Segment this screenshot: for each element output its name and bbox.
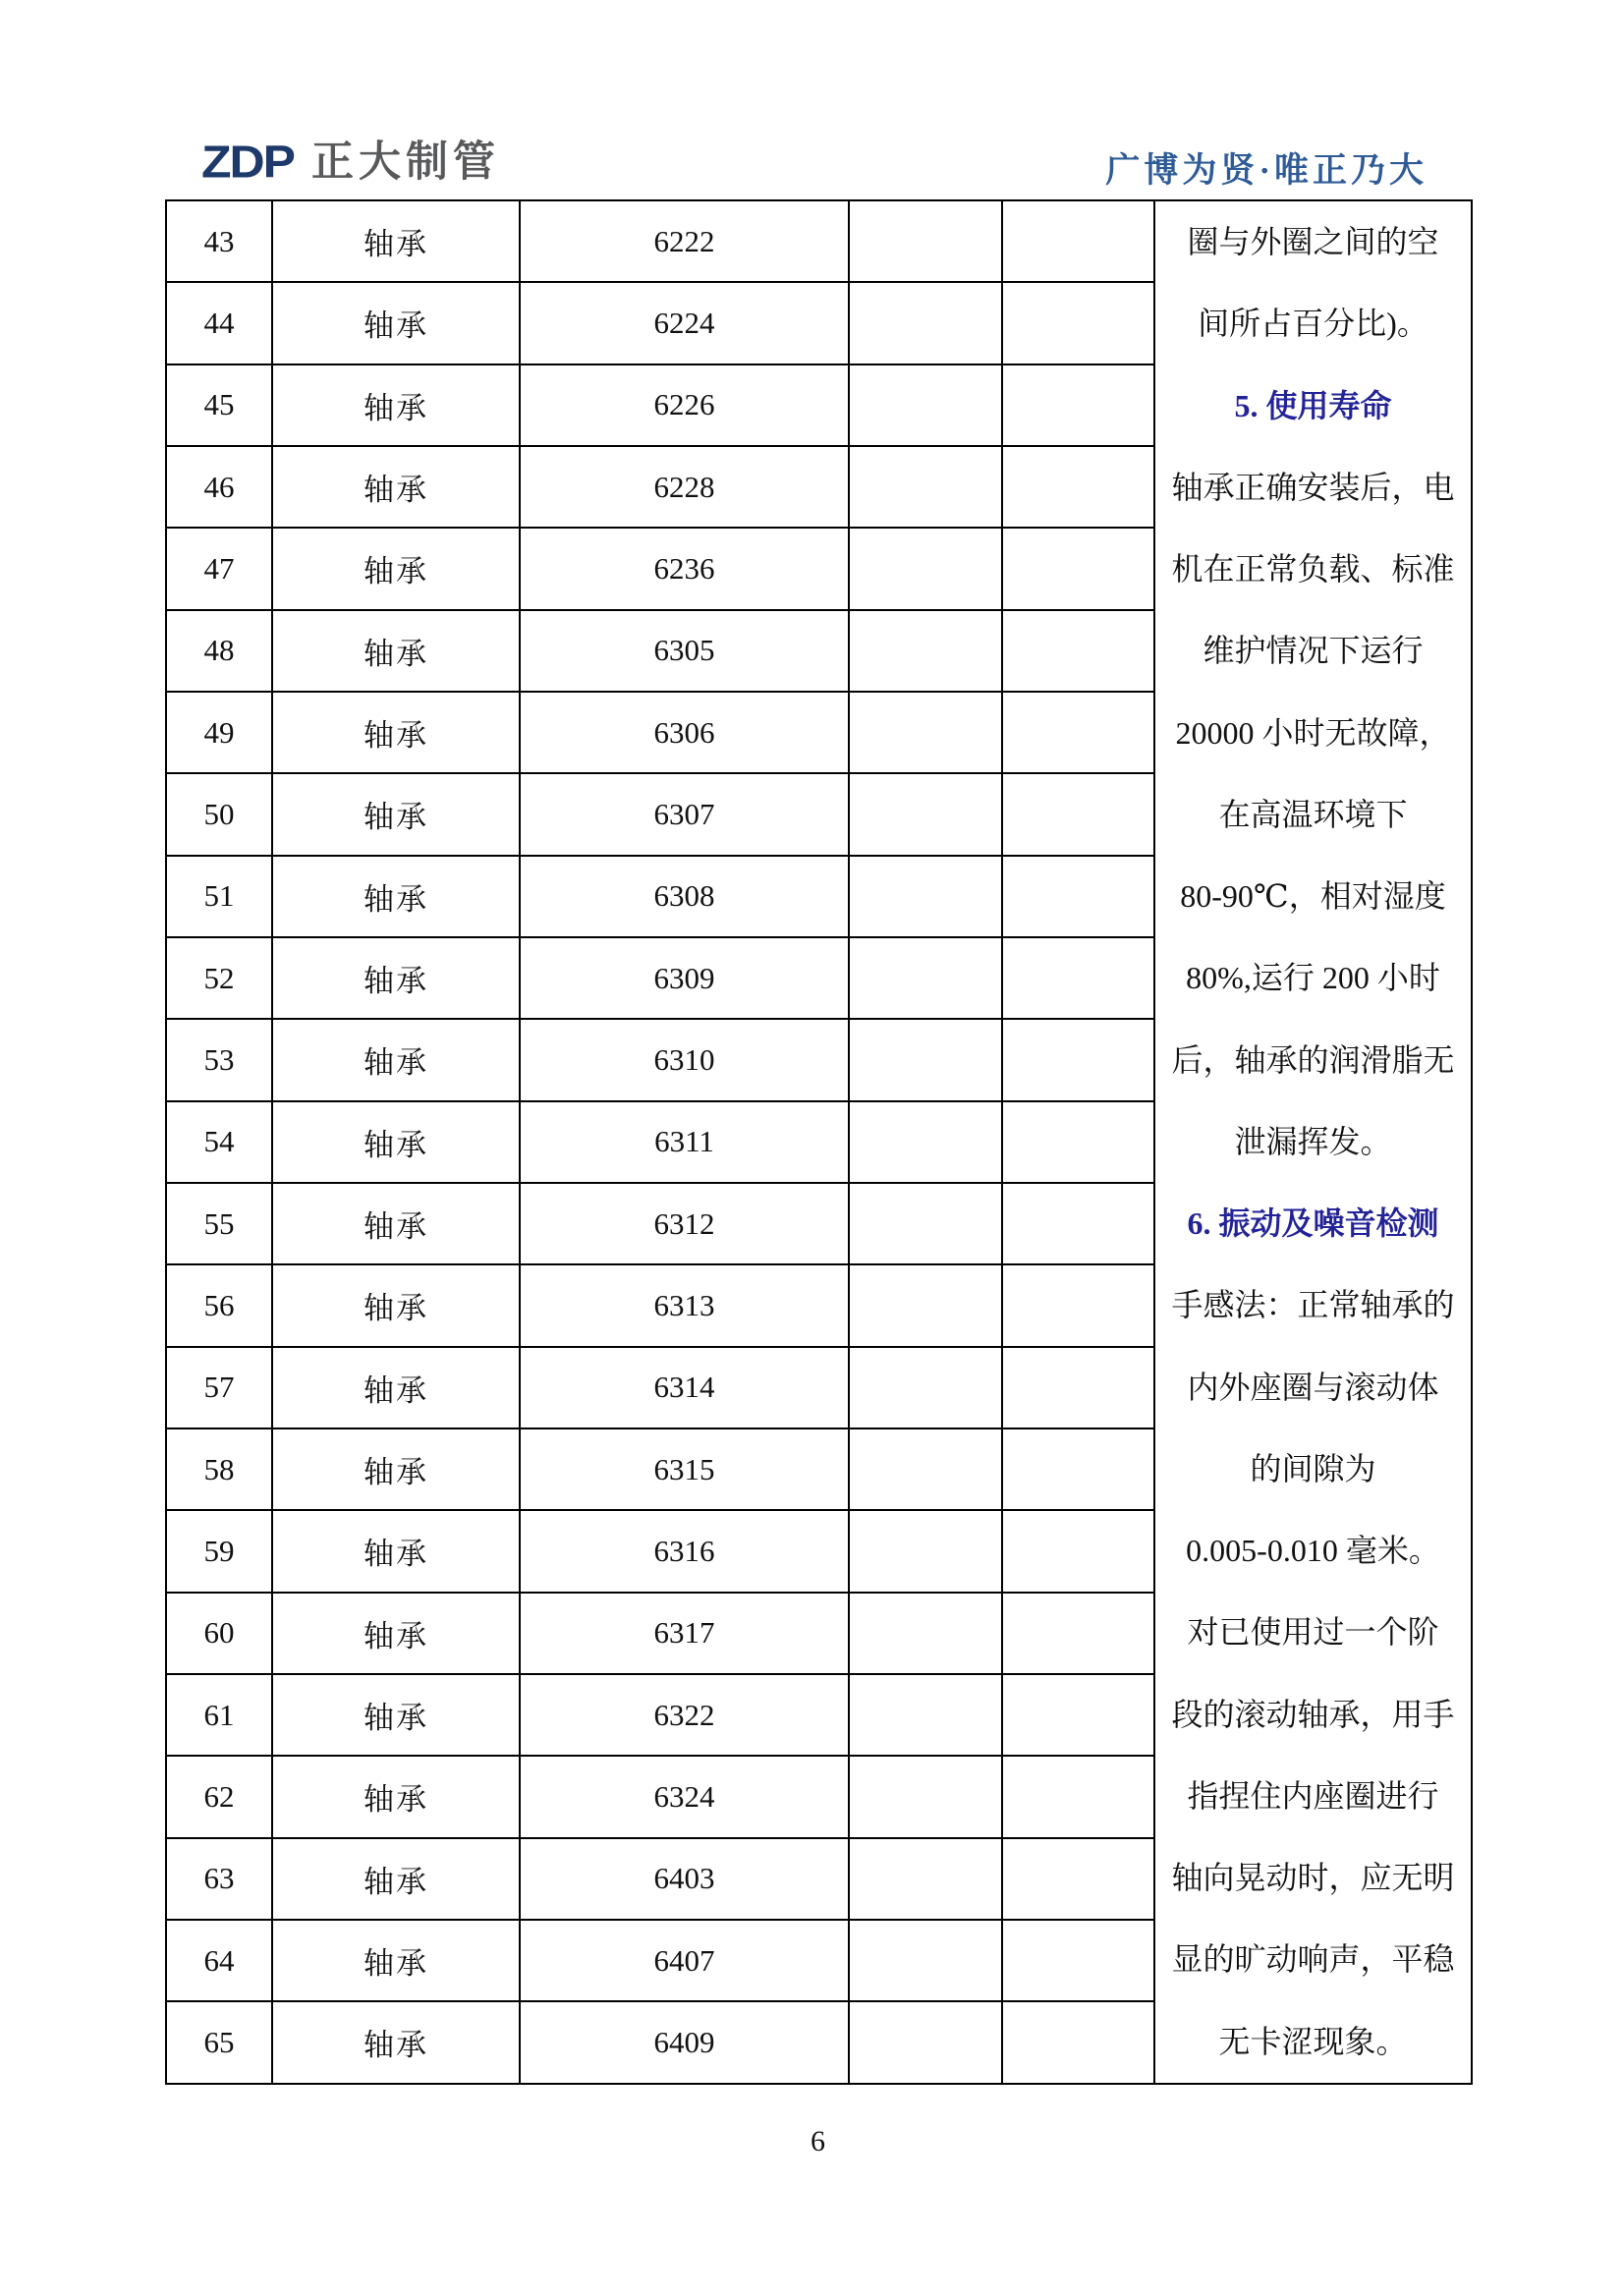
row-number-cell: 50 [166, 773, 272, 855]
note-line: 指捏住内座圈进行 [1187, 1777, 1439, 1814]
row-number-cell: 52 [166, 937, 272, 1019]
empty-cell [1002, 282, 1154, 364]
part-model-cell: 6306 [520, 692, 849, 773]
part-model-cell: 6313 [520, 1264, 849, 1346]
note-line: 段的滚动轴承，用手 [1171, 1696, 1455, 1732]
empty-cell [849, 692, 1002, 773]
empty-cell [1002, 200, 1154, 282]
note-line: 显的旷动响声，平稳 [1171, 1941, 1455, 1978]
row-number-cell: 55 [166, 1183, 272, 1264]
part-model-cell: 6403 [520, 1838, 849, 1920]
note-line: 手感法：正常轴承的 [1171, 1287, 1455, 1323]
empty-cell [1002, 1264, 1154, 1346]
note-line: 0.005-0.010 毫米。 [1186, 1533, 1440, 1568]
part-model-cell: 6307 [520, 773, 849, 855]
row-number-cell: 49 [166, 692, 272, 773]
note-line: 泄漏挥发。 [1234, 1123, 1392, 1159]
part-name-cell: 轴承 [272, 1264, 520, 1346]
empty-cell [849, 610, 1002, 692]
empty-cell [1002, 610, 1154, 692]
empty-cell [849, 1510, 1002, 1592]
row-number-cell: 63 [166, 1838, 272, 1920]
empty-cell [1002, 1019, 1154, 1100]
row-number-cell: 57 [166, 1347, 272, 1428]
note-line: 间所占百分比)。 [1198, 306, 1428, 342]
empty-cell [1002, 1101, 1154, 1183]
part-name-cell: 轴承 [272, 364, 520, 446]
empty-cell [849, 1838, 1002, 1920]
empty-cell [1002, 1183, 1154, 1264]
row-number-cell: 60 [166, 1593, 272, 1674]
row-number-cell: 48 [166, 610, 272, 692]
row-number-cell: 45 [166, 364, 272, 446]
empty-cell [849, 773, 1002, 855]
empty-cell [849, 856, 1002, 937]
part-model-cell: 6309 [520, 937, 849, 1019]
part-name-cell: 轴承 [272, 1674, 520, 1756]
part-model-cell: 6226 [520, 364, 849, 446]
row-number-cell: 43 [166, 200, 272, 282]
page-number: 6 [811, 2125, 825, 2157]
note-line-section-heading: 6. 振动及噪音检测 [1187, 1205, 1439, 1241]
part-model-cell: 6407 [520, 1920, 849, 2001]
empty-cell [849, 446, 1002, 528]
empty-cell [849, 1101, 1002, 1183]
empty-cell [1002, 773, 1154, 855]
part-model-cell: 6324 [520, 1756, 849, 1837]
empty-cell [849, 1756, 1002, 1837]
empty-cell [849, 1674, 1002, 1756]
row-number-cell: 56 [166, 1264, 272, 1346]
empty-cell [849, 528, 1002, 609]
row-number-cell: 61 [166, 1674, 272, 1756]
part-name-cell: 轴承 [272, 1019, 520, 1100]
part-model-cell: 6311 [520, 1101, 849, 1183]
empty-cell [1002, 1428, 1154, 1510]
empty-cell [849, 1347, 1002, 1428]
notes-column [1154, 200, 1472, 2084]
empty-cell [1002, 1920, 1154, 2001]
note-line: 内外座圈与滚动体 [1187, 1369, 1439, 1405]
part-name-cell: 轴承 [272, 1920, 520, 2001]
empty-cell [849, 2001, 1002, 2084]
row-number-cell: 65 [166, 2001, 272, 2084]
part-model-cell: 6322 [520, 1674, 849, 1756]
part-model-cell: 6310 [520, 1019, 849, 1100]
empty-cell [849, 1183, 1002, 1264]
part-name-cell: 轴承 [272, 200, 520, 282]
empty-cell [1002, 1838, 1154, 1920]
part-name-cell: 轴承 [272, 446, 520, 528]
part-model-cell: 6224 [520, 282, 849, 364]
empty-cell [1002, 1510, 1154, 1592]
row-number-cell: 64 [166, 1920, 272, 2001]
row-number-cell: 59 [166, 1510, 272, 1592]
row-number-cell: 58 [166, 1428, 272, 1510]
part-name-cell: 轴承 [272, 1101, 520, 1183]
company-logo [201, 138, 500, 187]
empty-cell [849, 1264, 1002, 1346]
empty-cell [1002, 1347, 1154, 1428]
bearing-parts-table [165, 199, 1473, 2085]
row-number-cell: 51 [166, 856, 272, 937]
part-model-cell: 6236 [520, 528, 849, 609]
part-model-cell: 6409 [520, 2001, 849, 2084]
part-name-cell: 轴承 [272, 528, 520, 609]
row-number-cell: 44 [166, 282, 272, 364]
note-line: 机在正常负载、标准 [1171, 551, 1455, 587]
row-number-cell: 62 [166, 1756, 272, 1837]
empty-cell [849, 1920, 1002, 2001]
part-name-cell: 轴承 [272, 1838, 520, 1920]
row-number-cell: 46 [166, 446, 272, 528]
empty-cell [849, 282, 1002, 364]
empty-cell [1002, 2001, 1154, 2084]
part-name-cell: 轴承 [272, 1593, 520, 1674]
empty-cell [1002, 856, 1154, 937]
row-number-cell: 53 [166, 1019, 272, 1100]
note-line: 圈与外圈之间的空 [1187, 224, 1439, 259]
part-model-cell: 6308 [520, 856, 849, 937]
part-model-cell: 6317 [520, 1593, 849, 1674]
part-model-cell: 6312 [520, 1183, 849, 1264]
row-number-cell: 54 [166, 1101, 272, 1183]
part-name-cell: 轴承 [272, 856, 520, 937]
note-line-section-heading: 5. 使用寿命 [1234, 387, 1392, 423]
empty-cell [849, 1593, 1002, 1674]
part-name-cell: 轴承 [272, 773, 520, 855]
part-name-cell: 轴承 [272, 1183, 520, 1264]
note-line: 的间隙为 [1250, 1450, 1376, 1486]
note-line: 80%,运行 200 小时 [1186, 960, 1440, 996]
empty-cell [1002, 1674, 1154, 1756]
note-line: 20000 小时无故障， [1175, 714, 1451, 751]
empty-cell [1002, 1756, 1154, 1837]
empty-cell [849, 364, 1002, 446]
row-number-cell: 47 [166, 528, 272, 609]
empty-cell [849, 1428, 1002, 1510]
empty-cell [849, 200, 1002, 282]
header-slogan: 广博为贤·唯正乃大 [1105, 151, 1427, 190]
empty-cell [849, 937, 1002, 1019]
note-line: 轴向晃动时，应无明 [1171, 1860, 1455, 1895]
empty-cell [1002, 528, 1154, 609]
note-line: 无卡涩现象。 [1218, 2023, 1408, 2059]
logo-zdp-mark: ZDP [201, 137, 294, 188]
part-model-cell: 6315 [520, 1428, 849, 1510]
part-name-cell: 轴承 [272, 1510, 520, 1592]
note-line: 维护情况下运行 [1203, 633, 1424, 669]
part-name-cell: 轴承 [272, 282, 520, 364]
part-model-cell: 6314 [520, 1347, 849, 1428]
part-name-cell: 轴承 [272, 1428, 520, 1510]
part-name-cell: 轴承 [272, 692, 520, 773]
empty-cell [1002, 364, 1154, 446]
part-name-cell: 轴承 [272, 1347, 520, 1428]
note-line: 在高温环境下 [1218, 796, 1408, 832]
table-row [166, 200, 1472, 282]
part-name-cell: 轴承 [272, 610, 520, 692]
part-model-cell: 6222 [520, 200, 849, 282]
note-line: 80-90℃，相对湿度 [1180, 878, 1446, 914]
empty-cell [1002, 446, 1154, 528]
note-line: 对已使用过一个阶 [1187, 1614, 1439, 1651]
logo-company-name: 正大制管 [311, 139, 500, 186]
empty-cell [1002, 1593, 1154, 1674]
part-name-cell: 轴承 [272, 1756, 520, 1837]
part-model-cell: 6316 [520, 1510, 849, 1592]
note-line: 轴承正确安装后，电 [1171, 469, 1455, 505]
part-model-cell: 6228 [520, 446, 849, 528]
part-name-cell: 轴承 [272, 2001, 520, 2084]
empty-cell [849, 1019, 1002, 1100]
part-model-cell: 6305 [520, 610, 849, 692]
empty-cell [1002, 937, 1154, 1019]
part-name-cell: 轴承 [272, 937, 520, 1019]
note-line: 后，轴承的润滑脂无 [1171, 1041, 1455, 1078]
empty-cell [1002, 692, 1154, 773]
